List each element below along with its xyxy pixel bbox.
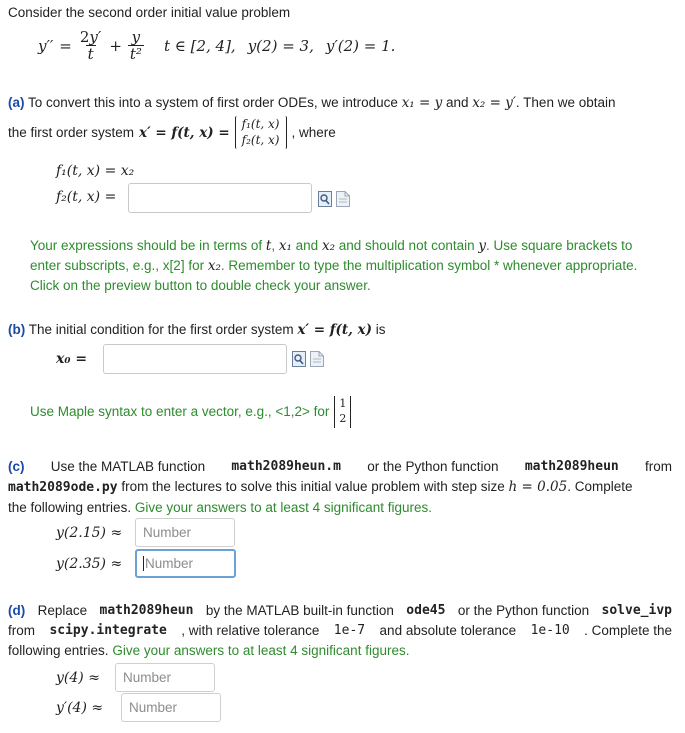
ode-coef: 2 <box>79 28 90 46</box>
part-d-from: from <box>8 623 35 638</box>
part-c-or: or the Python function <box>367 459 499 474</box>
part-c-fn1: math2089heun.m <box>231 459 341 474</box>
part-c-text4: the following entries. <box>8 500 132 515</box>
part-a-text1: To convert this into a system of first order ODEs, we introduce <box>28 95 398 110</box>
part-a-x2def: x₂ = y′ <box>472 95 516 111</box>
part-c-label: (c) <box>8 459 25 474</box>
part-b-note <box>30 396 351 428</box>
preview-icon[interactable] <box>292 351 306 367</box>
note-x2b: x₂ <box>207 258 221 274</box>
x0-lhs: x₀ = <box>56 351 88 367</box>
ode-lhs: y′′ <box>38 37 54 55</box>
ode-den2: t² <box>129 45 142 63</box>
c-entry1-label: y(2.15) ≈ <box>56 525 123 541</box>
part-b-note-text: Use Maple syntax to enter a vector, e.g., <1,2> for <box>30 404 330 420</box>
help-icon[interactable] <box>310 351 324 367</box>
f1-equation <box>56 163 134 179</box>
ode-eq: = <box>59 37 72 55</box>
part-d-or: or the Python function <box>457 603 590 618</box>
part-d-text3: . Complete the <box>584 623 672 638</box>
part-c-text3: . Complete <box>567 479 633 494</box>
f1-lhs: f₁(t, x) = <box>56 163 121 179</box>
note-x2: x₂ <box>321 238 335 254</box>
part-c-hint: Give your answers to at least 4 significant figures. <box>134 500 432 515</box>
part-b-sys: x′ = f(t, x) <box>297 322 372 338</box>
part-b-line1 <box>8 322 386 338</box>
part-a-text3: the first order system <box>8 125 135 141</box>
ode-ic2: y′(2) = 1. <box>325 37 396 55</box>
part-d-fn1: math2089heun <box>99 603 194 618</box>
f2-input[interactable] <box>128 183 312 213</box>
part-c-h: h = 0.05 <box>508 479 568 495</box>
part-d-text <box>8 601 672 661</box>
part-d-atol: 1e-10 <box>530 623 570 638</box>
part-d-rep: Replace <box>37 603 88 618</box>
note-text2: and should not contain <box>338 238 475 253</box>
part-c-text2: from the lectures to solve this initial value problem with step size <box>121 479 505 494</box>
part-a-where: , where <box>291 125 336 141</box>
part-b-note-vector <box>334 396 351 428</box>
note-y: y <box>478 238 487 254</box>
part-a-x1def: x₁ = y <box>401 95 443 111</box>
part-c-mod: math2089ode.py <box>8 480 118 495</box>
d-entry1-input[interactable]: Number <box>115 663 215 692</box>
preview-icon[interactable] <box>318 191 332 207</box>
part-d-mod: scipy.integrate <box>49 623 167 638</box>
note-text1: Your expressions should be in terms of <box>30 238 263 253</box>
part-a-sys: x′ = f(t, x) = <box>139 124 230 141</box>
f1-rhs: x₂ <box>120 163 135 179</box>
ode-num1: y′ <box>89 28 102 46</box>
part-d-hint: Give your answers to at least 4 significant figures. <box>112 643 410 658</box>
part-c-from: from <box>645 459 672 474</box>
part-b-text1: The initial condition for the first order system <box>28 322 294 337</box>
part-b-label: (b) <box>8 322 26 337</box>
part-a-vec2: f₂(t, x) <box>241 132 280 147</box>
part-c-use: Use the MATLAB function <box>50 459 206 474</box>
part-c-fn2: math2089heun <box>524 459 619 474</box>
note-text4: enter subscripts, e.g., x[2] for <box>30 258 205 273</box>
x0-input[interactable] <box>103 344 287 374</box>
ode-ic1: y(2) = 3, <box>247 37 314 55</box>
part-d-by: by the MATLAB built-in function <box>205 603 394 618</box>
part-b-vec1: 1 <box>339 397 347 410</box>
part-b-is: is <box>375 322 386 337</box>
part-a-note: Your expressions should be in terms of t, x₁ and x₂ and should not contain y. Use square brackets to enter subscripts, e.g., x[2] for x₂. Remember to type the multiplication symbol * whenever appropriate. Click on the preview button to double check your answer. <box>30 236 678 296</box>
part-a-vec1: f₁(t, x) <box>241 117 280 131</box>
f2-lhs: f₂(t, x) = <box>56 189 117 205</box>
ode-den1: t <box>87 45 94 63</box>
part-d-rtol: 1e-7 <box>333 623 366 638</box>
part-d-with: , with relative tolerance <box>181 623 320 638</box>
part-d-andabs: and absolute tolerance <box>379 623 517 638</box>
d-entry2-label: y′(4) ≈ <box>56 700 104 716</box>
ode-num2: y <box>131 28 141 46</box>
d-entry2-input[interactable]: Number <box>121 693 221 722</box>
ode-frac1 <box>78 30 103 62</box>
part-d-label: (d) <box>8 603 26 618</box>
note-text6: Click on the preview button to double check your answer. <box>30 278 371 293</box>
d-entry1-label: y(4) ≈ <box>56 670 100 686</box>
ode-equation <box>38 30 395 62</box>
note-text3: . Use square brackets to <box>486 238 633 253</box>
help-icon[interactable] <box>336 191 350 207</box>
note-and: and <box>295 238 319 253</box>
part-a-text2: . Then we obtain <box>515 95 616 110</box>
part-b-vec2: 2 <box>339 411 347 425</box>
ode-domain: t ∈ [2, 4], <box>163 37 236 55</box>
part-a-vector <box>235 116 287 149</box>
part-a-label: (a) <box>8 95 25 110</box>
part-a-and: and <box>446 95 469 110</box>
part-d-fn3: solve_ivp <box>601 603 672 618</box>
part-c-text <box>8 457 672 518</box>
note-x1: x₁ <box>278 238 292 254</box>
ode-plus: + <box>109 37 122 55</box>
part-d-text4: following entries. <box>8 643 109 658</box>
ode-frac2 <box>128 30 144 62</box>
part-a-line1 <box>8 95 678 111</box>
c-entry1-input[interactable]: Number <box>135 518 235 547</box>
part-d-fn2: ode45 <box>406 603 446 618</box>
note-text5: . Remember to type the multiplication symbol * whenever appropriate. <box>220 258 638 273</box>
intro-text: Consider the second order initial value problem <box>8 5 291 20</box>
c-entry2-label: y(2.35) ≈ <box>56 556 123 572</box>
c-entry2-placeholder: Number <box>145 556 194 571</box>
part-a-line2 <box>8 116 336 149</box>
c-entry2-input[interactable] <box>135 549 236 578</box>
note-t: t <box>265 238 272 254</box>
